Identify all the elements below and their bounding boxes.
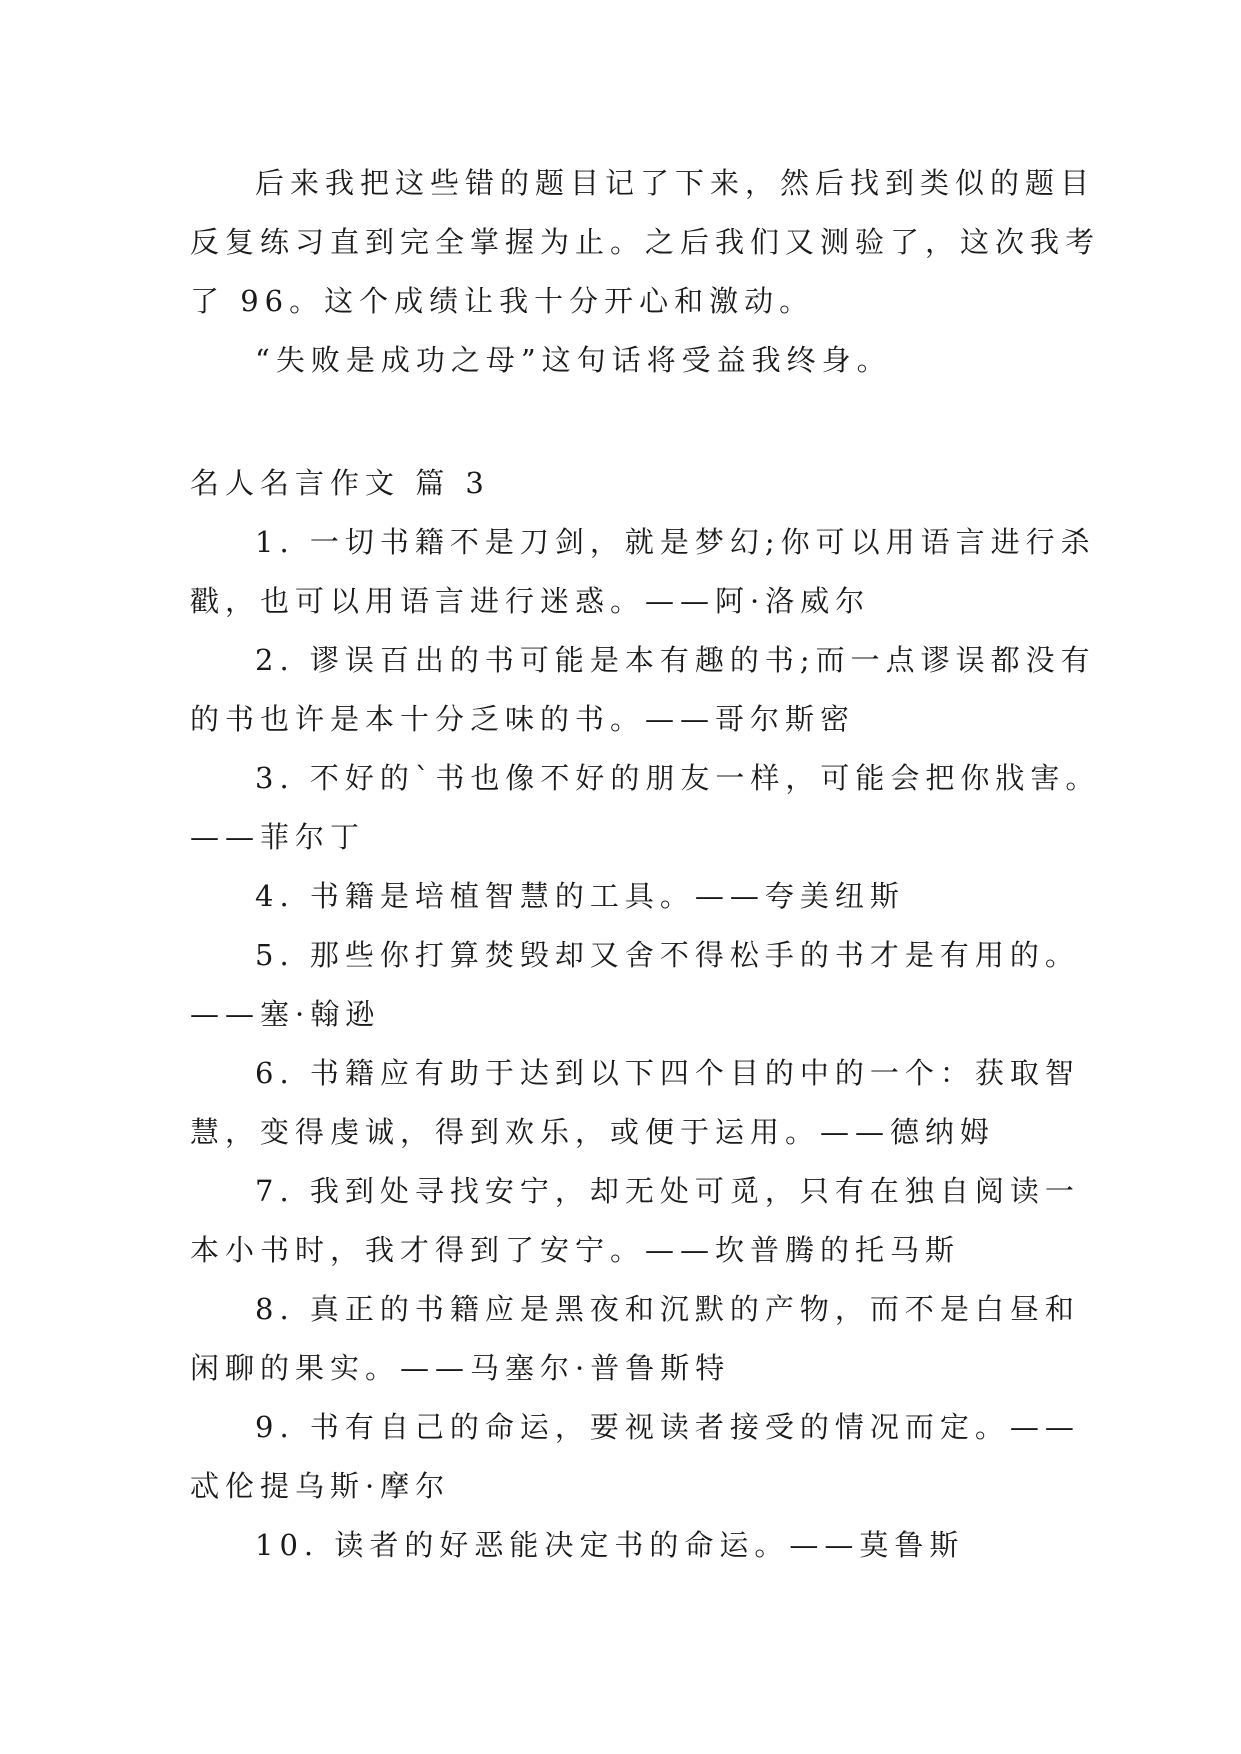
paragraph-line: 了 96。这个成绩让我十分开心和激动。 bbox=[190, 284, 815, 318]
quote-line: 5. 那些你打算焚毁却又舍不得松手的书才是有用的。 bbox=[255, 938, 1080, 972]
quote-line: 闲聊的果实。——马塞尔·普鲁斯特 bbox=[190, 1351, 731, 1385]
paragraph-line: 后来我把这些错的题目记了下来，然后找到类似的题目 bbox=[255, 166, 1096, 200]
quote-line: 忒伦提乌斯·摩尔 bbox=[190, 1469, 451, 1503]
quote-line: 慧，变得虔诚，得到欢乐，或便于运用。——德纳姆 bbox=[190, 1115, 996, 1149]
quote-line: 1. 一切书籍不是刀剑，就是梦幻;你可以用语言进行杀 bbox=[255, 525, 1096, 559]
quote-line: 3. 不好的`书也像不好的朋友一样，可能会把你戕害。 bbox=[255, 761, 1101, 795]
quote-line: ——塞·翰逊 bbox=[190, 997, 381, 1031]
quote-line: 6. 书籍应有助于达到以下四个目的中的一个：获取智 bbox=[255, 1056, 1080, 1090]
quote-line: 7. 我到处寻找安宁，却无处可觅，只有在独自阅读一 bbox=[255, 1174, 1080, 1208]
quote-line: 9. 书有自己的命运，要视读者接受的情况而定。—— bbox=[255, 1410, 1080, 1444]
quote-line: 的书也许是本十分乏味的书。——哥尔斯密 bbox=[190, 702, 856, 736]
paragraph-line: 反复练习直到完全掌握为止。之后我们又测验了，这次我考 bbox=[190, 225, 1101, 259]
quote-line: 本小书时，我才得到了安宁。——坎普腾的托马斯 bbox=[190, 1233, 961, 1267]
quote-line: ——菲尔丁 bbox=[190, 820, 366, 854]
section-heading: 名人名言作文 篇 3 bbox=[190, 466, 490, 500]
paragraph-line: “失败是成功之母”这句话将受益我终身。 bbox=[255, 343, 892, 377]
quote-line: 4. 书籍是培植智慧的工具。——夸美纽斯 bbox=[255, 879, 905, 913]
quote-line: 2. 谬误百出的书可能是本有趣的书;而一点谬误都没有 bbox=[255, 643, 1096, 677]
quote-line: 8. 真正的书籍应是黑夜和沉默的产物，而不是白昼和 bbox=[255, 1292, 1080, 1326]
quote-line: 戳，也可以用语言进行迷惑。——阿·洛威尔 bbox=[190, 584, 871, 618]
quote-line: 10. 读者的好恶能决定书的命运。——莫鲁斯 bbox=[255, 1528, 965, 1562]
